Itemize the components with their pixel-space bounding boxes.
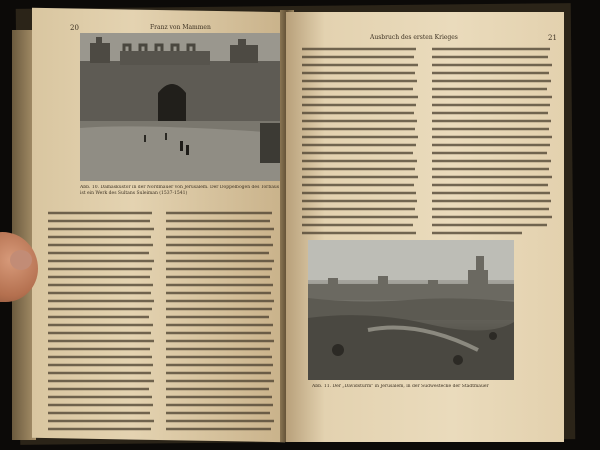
text-lines bbox=[48, 208, 158, 436]
right-photo-caption: Abb. 11. Der „Davidsturm" in Jerusalem, in der Südwestecke der Stadtmauer bbox=[312, 384, 489, 389]
text-lines bbox=[432, 44, 556, 236]
wall-illustration bbox=[308, 240, 514, 380]
right-page-number: 21 bbox=[548, 34, 557, 42]
left-column-2 bbox=[166, 208, 278, 436]
damascus-gate-photo bbox=[80, 33, 280, 181]
right-page-header: Ausbruch des ersten Krieges bbox=[370, 34, 458, 41]
text-lines bbox=[166, 208, 278, 436]
thumbnail bbox=[10, 250, 32, 270]
left-page-header: Franz von Mammen bbox=[150, 24, 211, 31]
city-wall-photo bbox=[308, 240, 514, 380]
right-column-2 bbox=[432, 44, 556, 236]
text-lines bbox=[302, 44, 422, 236]
right-column-1 bbox=[302, 44, 422, 236]
left-photo-caption: Abb. 10. Damaskustor in der Nordmauer von Jerusalem. Der Doppelbogen des Torbaus ist ein Werk des Sultans Suleiman (1537-1541) bbox=[80, 185, 280, 196]
gate-illustration bbox=[80, 33, 280, 181]
left-column-1 bbox=[48, 208, 158, 436]
left-page-number: 20 bbox=[70, 24, 79, 32]
